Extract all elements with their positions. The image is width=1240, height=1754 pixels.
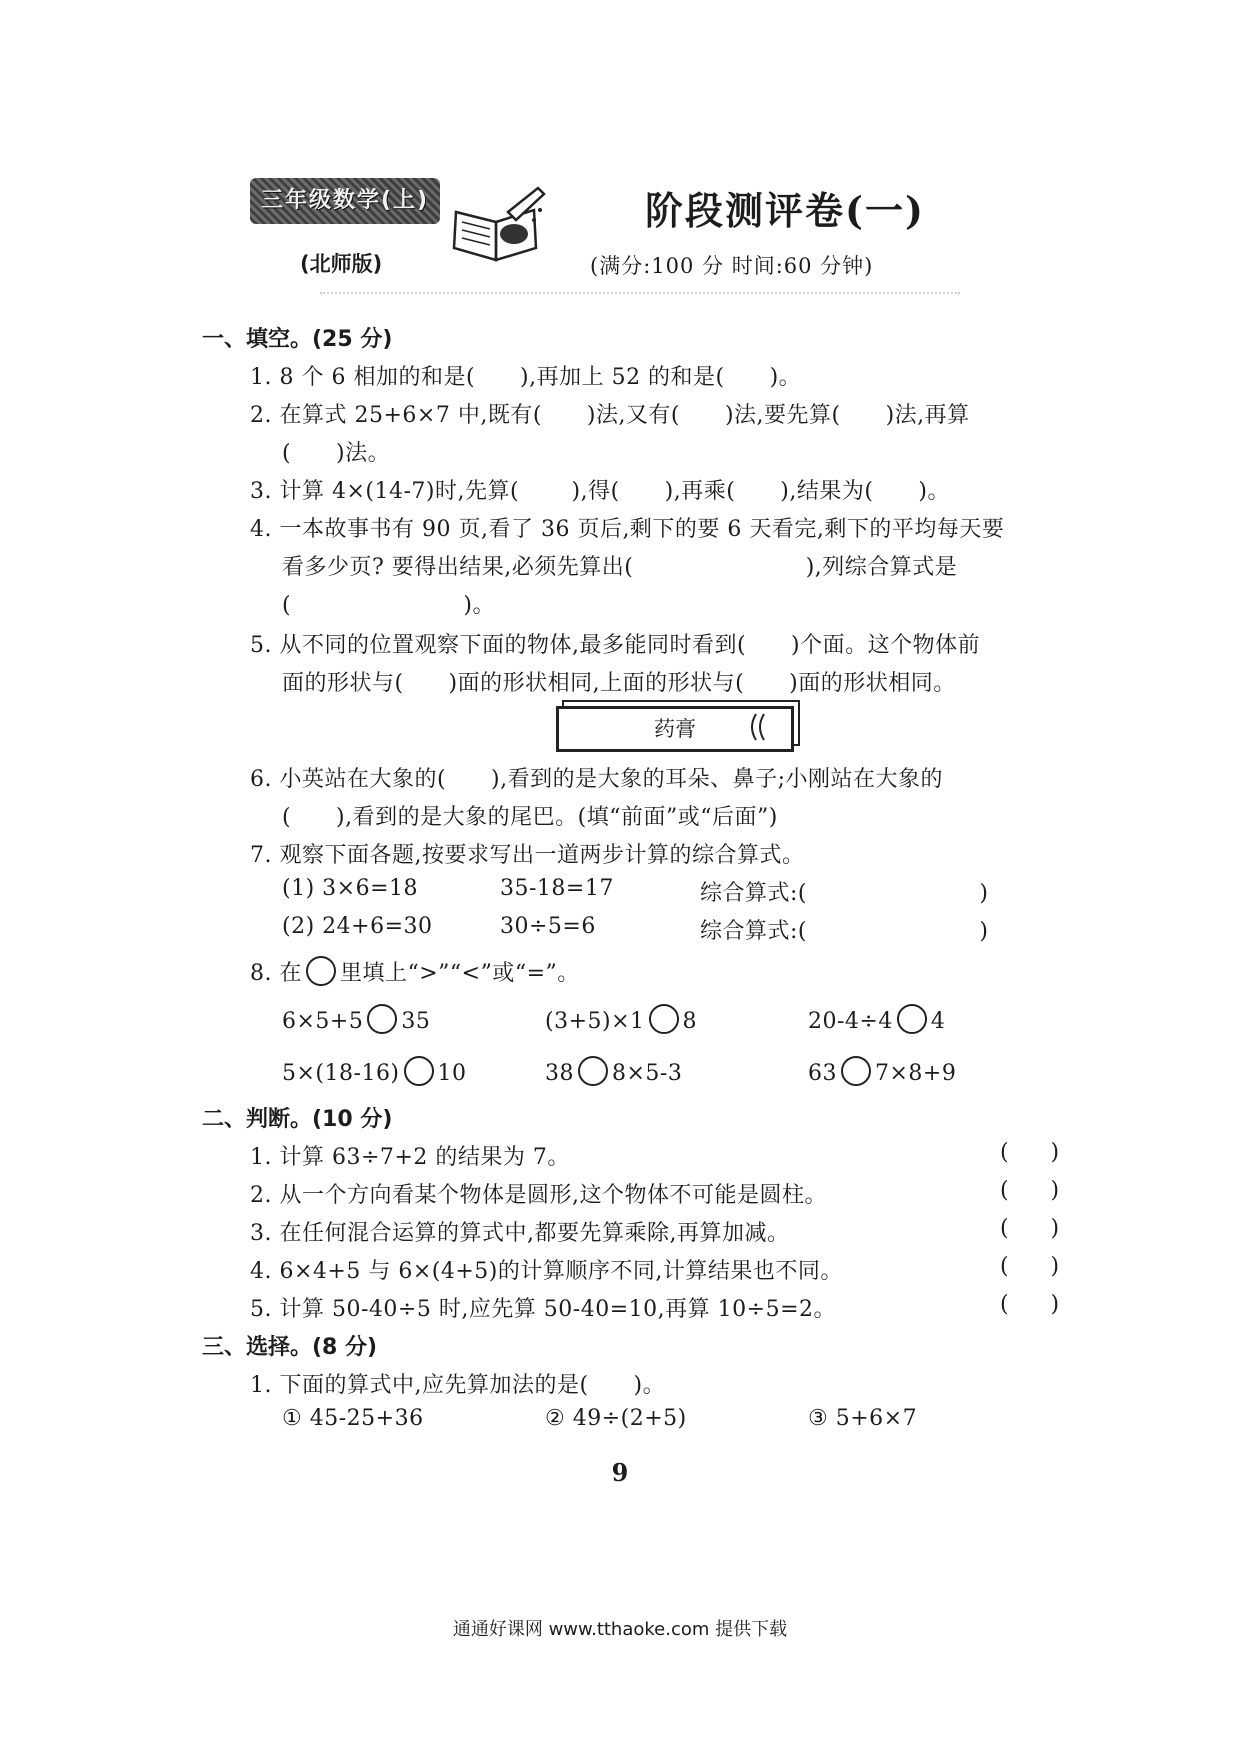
compare-circle-icon xyxy=(897,1004,927,1034)
grade-badge: 三年级数学(上) xyxy=(250,178,440,224)
section-heading-judge: 二、判断。(10 分) xyxy=(202,1107,393,1132)
edition-label: (北师版) xyxy=(300,252,383,276)
compare-right: 4 xyxy=(930,1009,946,1034)
question-1-8 xyxy=(250,956,580,987)
compare-circle-icon xyxy=(306,956,336,986)
judge-3-answer: ( ) xyxy=(1000,1216,1060,1241)
choice-1: 1. 下面的算式中,应先算加法的是( )。 xyxy=(250,1373,666,1398)
compare-circle-icon xyxy=(578,1056,608,1086)
compare-right: 10 xyxy=(437,1061,467,1086)
page-number: 9 xyxy=(611,1458,629,1487)
compare-right: 8 xyxy=(682,1009,698,1034)
judge-3: 3. 在任何混合运算的算式中,都要先算乘除,再算加减。 xyxy=(250,1221,790,1246)
compare-right: 8×5-3 xyxy=(612,1061,683,1086)
compare-left: 6×5+5 xyxy=(282,1009,364,1034)
book-pen-illustration-icon xyxy=(448,182,548,262)
ointment-box-figure: 药膏 xyxy=(556,706,794,752)
judge-2-answer: ( ) xyxy=(1000,1178,1060,1203)
footer-credit: 通通好课网 www.tthaoke.com 提供下载 xyxy=(452,1619,788,1640)
exam-meta: (满分:100 分 时间:60 分钟) xyxy=(590,254,874,278)
question-1-7-2-answer: 综合算式:( ) xyxy=(700,919,989,944)
compare-item-6 xyxy=(808,1056,956,1086)
header-divider xyxy=(320,292,960,294)
question-1-6a: 6. 小英站在大象的( ),看到的是大象的耳朵、鼻子;小刚站在大象的 xyxy=(250,767,944,792)
question-1-4a: 4. 一本故事书有 90 页,看了 36 页后,剩下的要 6 天看完,剩下的平均每天要 xyxy=(250,517,1005,542)
compare-right: 35 xyxy=(401,1009,431,1034)
section-heading-choice: 三、选择。(8 分) xyxy=(202,1335,378,1360)
compare-item-3 xyxy=(808,1004,945,1034)
choice-1-option-2: ② 49÷(2+5) xyxy=(545,1406,687,1431)
judge-4-answer: ( ) xyxy=(1000,1254,1060,1279)
compare-item-2 xyxy=(545,1004,697,1034)
question-1-5b: 面的形状与( )面的形状相同,上面的形状与( )面的形状相同。 xyxy=(282,671,956,696)
compare-circle-icon xyxy=(367,1004,397,1034)
section-heading-fill: 一、填空。(25 分) xyxy=(202,327,393,352)
question-1-7-2-step1: (2) 24+6=30 xyxy=(282,914,433,939)
question-1-4c: ( )。 xyxy=(282,593,496,618)
compare-left: 5×(18-16) xyxy=(282,1061,400,1086)
question-1-7: 7. 观察下面各题,按要求写出一道两步计算的综合算式。 xyxy=(250,843,805,868)
box-tube-end-icon xyxy=(746,712,780,742)
compare-left: 38 xyxy=(545,1061,574,1086)
compare-left: 63 xyxy=(808,1061,837,1086)
compare-left: (3+5)×1 xyxy=(545,1009,645,1034)
compare-circle-icon xyxy=(841,1056,871,1086)
question-1-7-1-step1: (1) 3×6=18 xyxy=(282,876,419,901)
question-1-6b: ( ),看到的是大象的尾巴。(填“前面”或“后面”) xyxy=(282,805,778,830)
compare-circle-icon xyxy=(649,1004,679,1034)
page-title: 阶段测评卷(一) xyxy=(645,188,925,233)
question-1-4b: 看多少页? 要得出结果,必须先算出( ),列综合算式是 xyxy=(282,555,958,580)
judge-2: 2. 从一个方向看某个物体是圆形,这个物体不可能是圆柱。 xyxy=(250,1183,827,1208)
judge-5-answer: ( ) xyxy=(1000,1292,1060,1317)
question-1-8-pre: 8. 在 xyxy=(250,961,302,986)
judge-1-answer: ( ) xyxy=(1000,1140,1060,1165)
question-1-3: 3. 计算 4×(14-7)时,先算( ),得( ),再乘( ),结果为( )。 xyxy=(250,479,950,504)
judge-5: 5. 计算 50-40÷5 时,应先算 50-40=10,再算 10÷5=2。 xyxy=(250,1297,837,1322)
question-1-5a: 5. 从不同的位置观察下面的物体,最多能同时看到( )个面。这个物体前 xyxy=(250,633,981,658)
choice-1-option-3: ③ 5+6×7 xyxy=(808,1406,918,1431)
question-1-7-2-step2: 30÷5=6 xyxy=(500,914,596,939)
question-1-2b: ( )法。 xyxy=(282,441,391,466)
choice-1-option-1: ① 45-25+36 xyxy=(282,1406,424,1431)
question-1-2a: 2. 在算式 25+6×7 中,既有( )法,又有( )法,要先算( )法,再算 xyxy=(250,403,970,428)
compare-left: 20-4÷4 xyxy=(808,1009,893,1034)
judge-4: 4. 6×4+5 与 6×(4+5)的计算顺序不同,计算结果也不同。 xyxy=(250,1259,843,1284)
question-1-8-post: 里填上“>”“<”或“=”。 xyxy=(339,961,580,986)
compare-item-4 xyxy=(282,1056,467,1086)
compare-item-1 xyxy=(282,1004,430,1034)
judge-1: 1. 计算 63÷7+2 的结果为 7。 xyxy=(250,1145,570,1170)
question-1-7-1-answer: 综合算式:( ) xyxy=(700,881,989,906)
compare-circle-icon xyxy=(404,1056,434,1086)
compare-right: 7×8+9 xyxy=(875,1061,957,1086)
question-1-1: 1. 8 个 6 相加的和是( ),再加上 52 的和是( )。 xyxy=(250,365,802,390)
question-1-7-1-step2: 35-18=17 xyxy=(500,876,614,901)
compare-item-5 xyxy=(545,1056,682,1086)
